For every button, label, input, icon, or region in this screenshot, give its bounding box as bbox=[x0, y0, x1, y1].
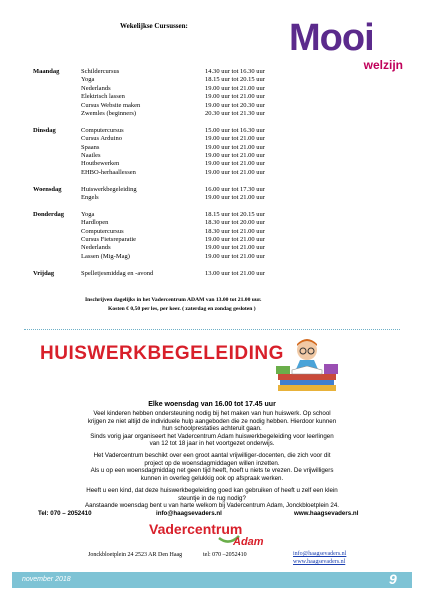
schedule-row bbox=[33, 152, 293, 160]
homework-paragraph-line: steuntje in de rug nodig? bbox=[178, 494, 246, 502]
issue-month: november 2018 bbox=[22, 576, 71, 583]
schedule-course: Nederlands bbox=[81, 244, 111, 252]
schedule-day: Donderdag bbox=[33, 210, 65, 218]
schedule-course: Yoga bbox=[81, 76, 95, 84]
schedule-time: 19.00 uur tot 21.00 uur bbox=[205, 160, 265, 168]
schedule-row bbox=[33, 186, 293, 194]
schedule-time: 19.00 uur tot 21.00 uur bbox=[205, 194, 265, 201]
schedule-course: Naailes bbox=[81, 152, 101, 159]
logo-sub-text: welzijn bbox=[363, 58, 403, 72]
homework-paragraph-line: project op de woensdagmiddagen willen inzetten. bbox=[144, 459, 280, 467]
homework-paragraph-line: Als u op een woensdagmiddag net geen tijd heeft, hoeft u niets te vrezen. De vrijwilligers bbox=[90, 467, 334, 475]
schedule-course: Zwemles (beginners) bbox=[81, 110, 137, 117]
homework-paragraph-line: Het Vadercentrum beschikt over een groot aantal vrijwilliger-docenten, die zich voor dit bbox=[93, 452, 331, 459]
student-reading-illustration bbox=[276, 336, 338, 394]
page-footer-bar bbox=[12, 572, 412, 588]
schedule-time: 18.15 uur tot 20.15 uur bbox=[205, 210, 265, 218]
schedule-course: Spelletjesmiddag en -avond bbox=[81, 269, 154, 277]
schedule-row bbox=[33, 169, 293, 177]
schedule-course: Cursus Fietsreparatie bbox=[81, 236, 137, 243]
schedule-time: 18.30 uur tot 20.00 uur bbox=[205, 219, 265, 227]
schedule-row bbox=[33, 76, 293, 84]
schedule-course: Nederlands bbox=[81, 84, 111, 92]
schedule-time: 16.00 uur tot 17.30 uur bbox=[205, 185, 265, 193]
schedule-course: Lassen (Mig-Mag) bbox=[81, 252, 130, 260]
schedule-course: Huiswerkbegeleiding bbox=[81, 185, 137, 193]
schedule-row bbox=[33, 270, 293, 278]
homework-paragraph-line: Veel kinderen hebben ondersteuning nodig bij het maken van hun huiswerk. Op school bbox=[93, 410, 331, 417]
schedule-time: 19.00 uur tot 21.00 uur bbox=[205, 244, 265, 252]
schedule-course: Cursus Arduino bbox=[81, 135, 122, 143]
schedule-course: Yoga bbox=[81, 210, 95, 218]
schedule-row bbox=[33, 110, 293, 118]
homework-paragraph-line: krijgen ze niet altijd de individuele hulp aangeboden die ze nodig hebben. Hierdoor kunnen bbox=[87, 417, 337, 425]
schedule-time: 18.30 uur tot 21.00 uur bbox=[205, 227, 265, 235]
homework-paragraph-line: kunnen in overleg gelukkig ook op afspraak werken. bbox=[140, 474, 284, 482]
schedule-time: 20.30 uur tot 21.30 uur bbox=[205, 110, 265, 117]
homework-paragraph-line: Sinds vorig jaar organiseert het Vadercentrum Adam huiswerkbegeleiding voor leerlingen bbox=[90, 432, 334, 440]
footer-web[interactable]: www.haagsevaders.nl bbox=[293, 559, 346, 565]
homework-schedule: Elke woensdag van 16.00 tot 17.45 uur bbox=[148, 401, 276, 408]
footer-email[interactable]: info@haagsevaders.nl bbox=[293, 551, 347, 557]
schedule-row bbox=[33, 102, 293, 110]
schedule-row bbox=[33, 127, 293, 135]
schedule-row bbox=[33, 135, 293, 143]
schedule-day: Dinsdag bbox=[33, 126, 56, 134]
schedule-row bbox=[33, 160, 293, 168]
schedule-time: 19.00 uur tot 21.00 uur bbox=[205, 168, 265, 176]
section-divider bbox=[24, 329, 400, 330]
contact-email[interactable]: info@haagsevaders.nl bbox=[156, 510, 222, 517]
schedule-row bbox=[33, 236, 293, 244]
homework-paragraph-line: van 12 tot 18 jaar in het voortgezet onderwijs. bbox=[149, 440, 275, 448]
vadercentrum-adam-logo bbox=[149, 519, 269, 547]
schedule-row bbox=[33, 144, 293, 152]
homework-paragraph-line: hun schoolprestaties achteruit gaan. bbox=[162, 425, 262, 433]
mooi-welzijn-logo bbox=[289, 18, 407, 76]
schedule-time: 13.00 uur tot 21.00 uur bbox=[205, 269, 265, 277]
page-number: 9 bbox=[389, 571, 397, 587]
schedule-row bbox=[33, 228, 293, 236]
schedule-time: 19.00 uur tot 21.00 uur bbox=[205, 236, 265, 243]
schedule-time: 14.30 uur tot 16.30 uur bbox=[205, 68, 265, 75]
schedule-row bbox=[33, 253, 293, 261]
schedule-time: 19.00 uur tot 21.00 uur bbox=[205, 252, 265, 260]
schedule-course: Engels bbox=[81, 194, 99, 201]
logo-main-text: Mooi bbox=[289, 17, 374, 59]
schedule-course: Spaans bbox=[81, 143, 100, 151]
footer-address: Jonckbloetplein 24 2523 AR Den Haag bbox=[88, 552, 183, 558]
schedule-time: 19.00 uur tot 21.00 uur bbox=[205, 93, 265, 101]
schedule-course: Computercursus bbox=[81, 126, 124, 134]
footer-tel: tel: 070 –2052410 bbox=[203, 552, 247, 558]
schedule-row bbox=[33, 194, 293, 202]
schedule-time: 18.15 uur tot 20.15 uur bbox=[205, 76, 265, 84]
vc-logo-part2: Adam bbox=[233, 536, 264, 547]
schedule-day: Maandag bbox=[33, 68, 60, 75]
schedule-title: Wekelijkse Cursussen: bbox=[120, 22, 188, 30]
schedule-time: 19.00 uur tot 21.00 uur bbox=[205, 84, 265, 92]
vc-logo-part1: Vadercentrum bbox=[149, 521, 243, 537]
contact-tel: Tel: 070 – 2052410 bbox=[38, 510, 92, 517]
schedule-row bbox=[33, 85, 293, 93]
schedule-time: 19.00 uur tot 21.00 uur bbox=[205, 143, 265, 151]
schedule-row bbox=[33, 211, 293, 219]
homework-paragraph-line: Aanstaande woensdag bent u van harte welkom bij Vadercentrum Adam, Jonckbloetplein 24. bbox=[84, 502, 340, 510]
schedule-course: Computercursus bbox=[81, 227, 124, 235]
homework-paragraph-line: Heeft u een kind, dat deze huiswerkbegeleiding goed kan gebruiken of heeft u zelf een klein bbox=[86, 487, 338, 494]
schedule-day: Woensdag bbox=[33, 185, 62, 193]
schedule-course: Schildercursus bbox=[81, 68, 120, 75]
cost-note: Kosten € 0,50 per les, per keer. ( zaterdag en zondag gesloten ) bbox=[108, 306, 256, 312]
schedule-row bbox=[33, 68, 293, 76]
schedule-row bbox=[33, 244, 293, 252]
schedule-course: Elektrisch lassen bbox=[81, 93, 125, 101]
schedule-row bbox=[33, 93, 293, 101]
schedule-day: Vrijdag bbox=[33, 269, 55, 277]
schedule-course: EHBO-herhaallessen bbox=[81, 168, 136, 176]
schedule-course: Hardlopen bbox=[81, 219, 109, 227]
registration-note: Inschrijven dagelijks in het Vadercentrum ADAM van 13.00 tot 21.00 uur. bbox=[85, 297, 262, 303]
schedule-row bbox=[33, 219, 293, 227]
schedule-time: 19.00 uur tot 21.00 uur bbox=[205, 152, 265, 159]
homework-title: HUISWERKBEGELEIDING bbox=[40, 343, 284, 364]
schedule-time: 15.00 uur tot 16.30 uur bbox=[205, 126, 265, 134]
schedule-course: Cursus Website maken bbox=[81, 101, 141, 109]
schedule-time: 19.00 uur tot 21.00 uur bbox=[205, 135, 265, 143]
contact-web[interactable]: www.haagsevaders.nl bbox=[294, 510, 359, 517]
schedule-time: 19.00 uur tot 20.30 uur bbox=[205, 101, 265, 109]
schedule-course: Houtbewerken bbox=[81, 160, 120, 168]
